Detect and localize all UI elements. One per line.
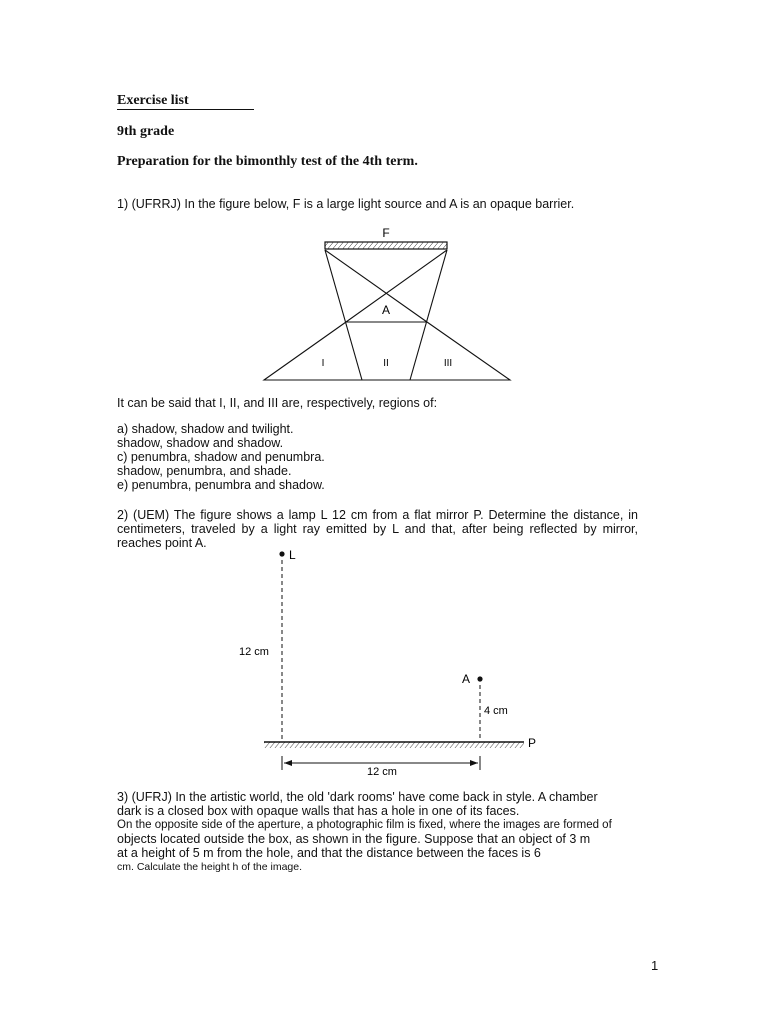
- arrowhead-left: [284, 760, 292, 766]
- label-a: A: [381, 303, 391, 317]
- label-l: L: [289, 548, 296, 562]
- penumbra-right: [410, 322, 510, 380]
- question-1-prompt: It can be said that I, II, and III are, respectively, regions of:: [117, 396, 438, 410]
- question-2-figure: [230, 545, 550, 780]
- option-a: a) shadow, shadow and twilight.: [117, 422, 294, 436]
- question-3-line-1: 3) (UFRJ) In the artistic world, the old 'dark rooms' have come back in style. A chamber: [117, 790, 598, 804]
- question-1-options: [117, 422, 325, 492]
- question-3-line-3: On the opposite side of the aperture, a photographic film is fixed, where the images are formed of: [117, 819, 612, 831]
- ray-cross-left: [325, 250, 427, 322]
- label-p: P: [528, 736, 537, 750]
- ray-cross-right: [346, 250, 447, 322]
- arrowhead-right: [470, 760, 478, 766]
- option-c: c) penumbra, shadow and penumbra.: [117, 450, 325, 464]
- label-region-iii: III: [443, 358, 453, 369]
- grade-heading: 9th grade: [117, 124, 175, 139]
- option-d: shadow, penumbra, and shade.: [117, 464, 292, 478]
- label-distance: 12 cm: [367, 766, 397, 778]
- label-height-l: 12 cm: [239, 646, 269, 658]
- question-1-statement: 1) (UFRRJ) In the figure below, F is a large light source and A is an opaque barrier.: [117, 197, 575, 211]
- ray-right-outer: [410, 250, 447, 380]
- option-b: shadow, shadow and shadow.: [117, 436, 284, 450]
- question-2-statement: 2) (UEM) The figure shows a lamp L 12 cm from a flat mirror P. Determine the distance, in centimeters, traveled by a light ray emitted by L and that, after being reflected by mirror, reaches point A.: [117, 508, 638, 550]
- mirror-hatch: [264, 742, 524, 748]
- question-1-figure: [255, 222, 520, 387]
- preparation-heading: Preparation for the bimonthly test of the 4th term.: [117, 154, 418, 169]
- label-region-ii: II: [383, 358, 389, 369]
- page-title: Exercise list: [117, 92, 254, 110]
- question-3-line-4: objects located outside the box, as shown in the figure. Suppose that an object of 3 m: [117, 832, 591, 846]
- penumbra-left: [264, 322, 362, 380]
- question-3-line-2: dark is a closed box with opaque walls that has a hole in one of its faces.: [117, 804, 520, 818]
- label-f: F: [382, 226, 390, 240]
- page-number: 1: [651, 958, 659, 973]
- label-height-a: 4 cm: [484, 705, 508, 717]
- question-3-statement: [117, 790, 657, 874]
- question-3-line-5: at a height of 5 m from the hole, and that the distance between the faces is 6: [117, 846, 541, 860]
- point-a: [477, 676, 482, 681]
- lamp-l-point: [279, 551, 284, 556]
- light-source-f: [325, 242, 447, 249]
- label-region-i: I: [321, 358, 325, 369]
- label-a-point: A: [462, 672, 471, 686]
- option-e: e) penumbra, penumbra and shadow.: [117, 478, 325, 492]
- question-3-line-6: cm. Calculate the height h of the image.: [117, 861, 303, 873]
